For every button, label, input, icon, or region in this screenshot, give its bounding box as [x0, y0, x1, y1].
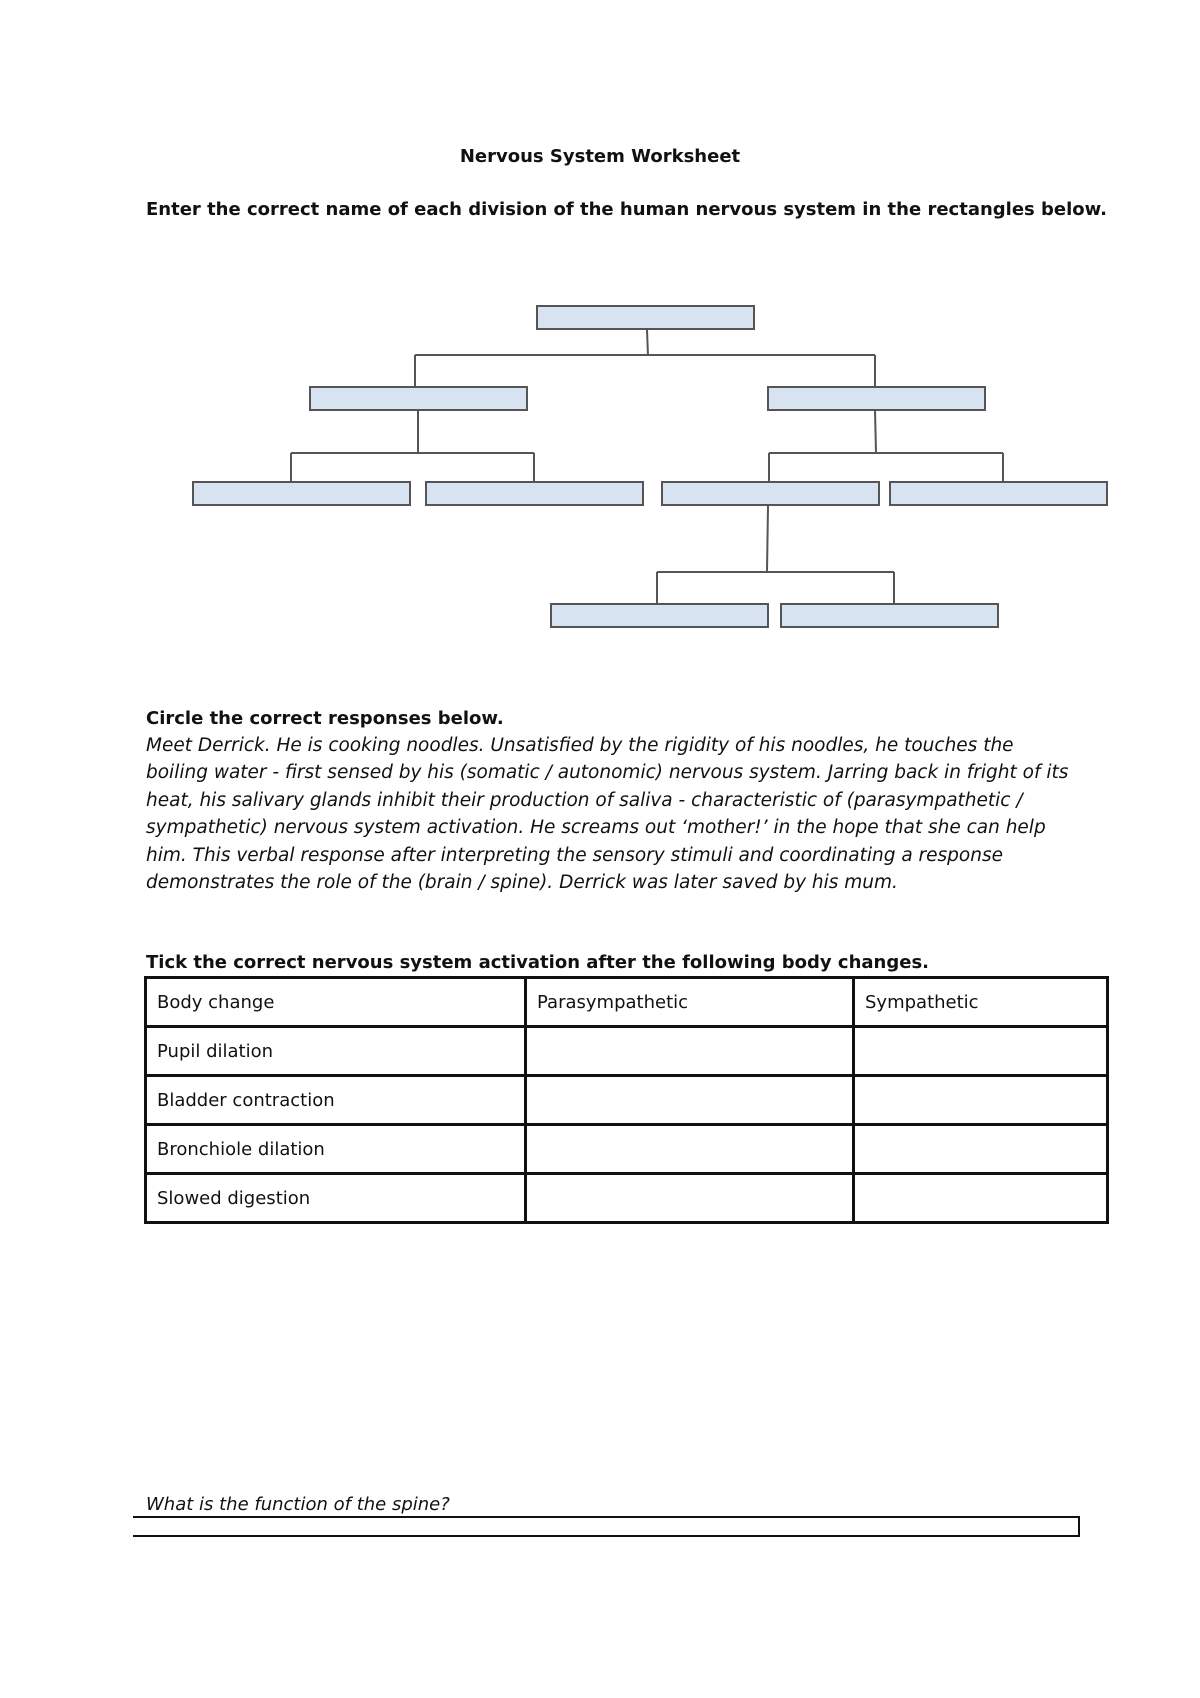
parasympathetic-tick-cell[interactable]: [526, 1174, 854, 1223]
body-change-cell: Slowed digestion: [146, 1174, 526, 1223]
division-answer-box[interactable]: [426, 482, 643, 505]
header-body-change: Body change: [146, 978, 526, 1027]
header-parasympathetic: Parasympathetic: [526, 978, 854, 1027]
parasympathetic-tick-cell[interactable]: [526, 1076, 854, 1125]
derrick-story: Meet Derrick. He is cooking noodles. Unsatisfied by the rigidity of his noodles, he touches the boiling water - first sensed by his (somatic / autonomic) nervous system. Jarring back in fright of its heat, his salivary glands inhibit their production of saliva - characteristic of (parasympathetic / sympathetic) nervous system activation. He screams out ‘mother!’ in the hope that she can help him. This verbal response after interpreting the sensory stimuli and coordinating a response demonstrates the role of the (brain / spine). Derrick was later saved by his mum.: [146, 735, 1069, 894]
page-title: Nervous System Worksheet: [459, 146, 741, 167]
division-answer-box[interactable]: [537, 306, 754, 329]
header-sympathetic: Sympathetic: [854, 978, 1108, 1027]
sympathetic-tick-cell[interactable]: [854, 1174, 1108, 1223]
division-answer-box[interactable]: [768, 387, 985, 410]
spine-question: What is the function of the spine?: [146, 1494, 450, 1515]
connector-line: [647, 330, 648, 356]
diagram-instruction: Enter the correct name of each division of the human nervous system in the rectangles below.: [146, 199, 1107, 220]
table-header-row: [146, 978, 1108, 1027]
division-answer-box[interactable]: [551, 604, 768, 627]
division-answer-box[interactable]: [193, 482, 410, 505]
division-answer-box[interactable]: [662, 482, 879, 505]
diagram-connectors: [291, 330, 1003, 604]
body-change-cell: Bladder contraction: [146, 1076, 526, 1125]
nervous-system-diagram: [0, 0, 1200, 700]
tick-heading: Tick the correct nervous system activation after the following body changes.: [146, 952, 929, 973]
division-answer-box[interactable]: [310, 387, 527, 410]
table-row: [146, 1027, 1108, 1076]
parasympathetic-tick-cell[interactable]: [526, 1125, 854, 1174]
sympathetic-tick-cell[interactable]: [854, 1076, 1108, 1125]
connector-line: [767, 506, 768, 572]
division-answer-box[interactable]: [781, 604, 998, 627]
division-answer-box[interactable]: [890, 482, 1107, 505]
table-row: [146, 1125, 1108, 1174]
body-change-cell: Pupil dilation: [146, 1027, 526, 1076]
body-change-cell: Bronchiole dilation: [146, 1125, 526, 1174]
sympathetic-tick-cell[interactable]: [854, 1125, 1108, 1174]
activation-table: [144, 976, 1109, 1224]
spine-answer-box[interactable]: [133, 1516, 1080, 1537]
circle-heading: Circle the correct responses below.: [146, 708, 504, 729]
connector-line: [875, 410, 876, 453]
sympathetic-tick-cell[interactable]: [854, 1027, 1108, 1076]
parasympathetic-tick-cell[interactable]: [526, 1027, 854, 1076]
table-row: [146, 1076, 1108, 1125]
table-row: [146, 1174, 1108, 1223]
